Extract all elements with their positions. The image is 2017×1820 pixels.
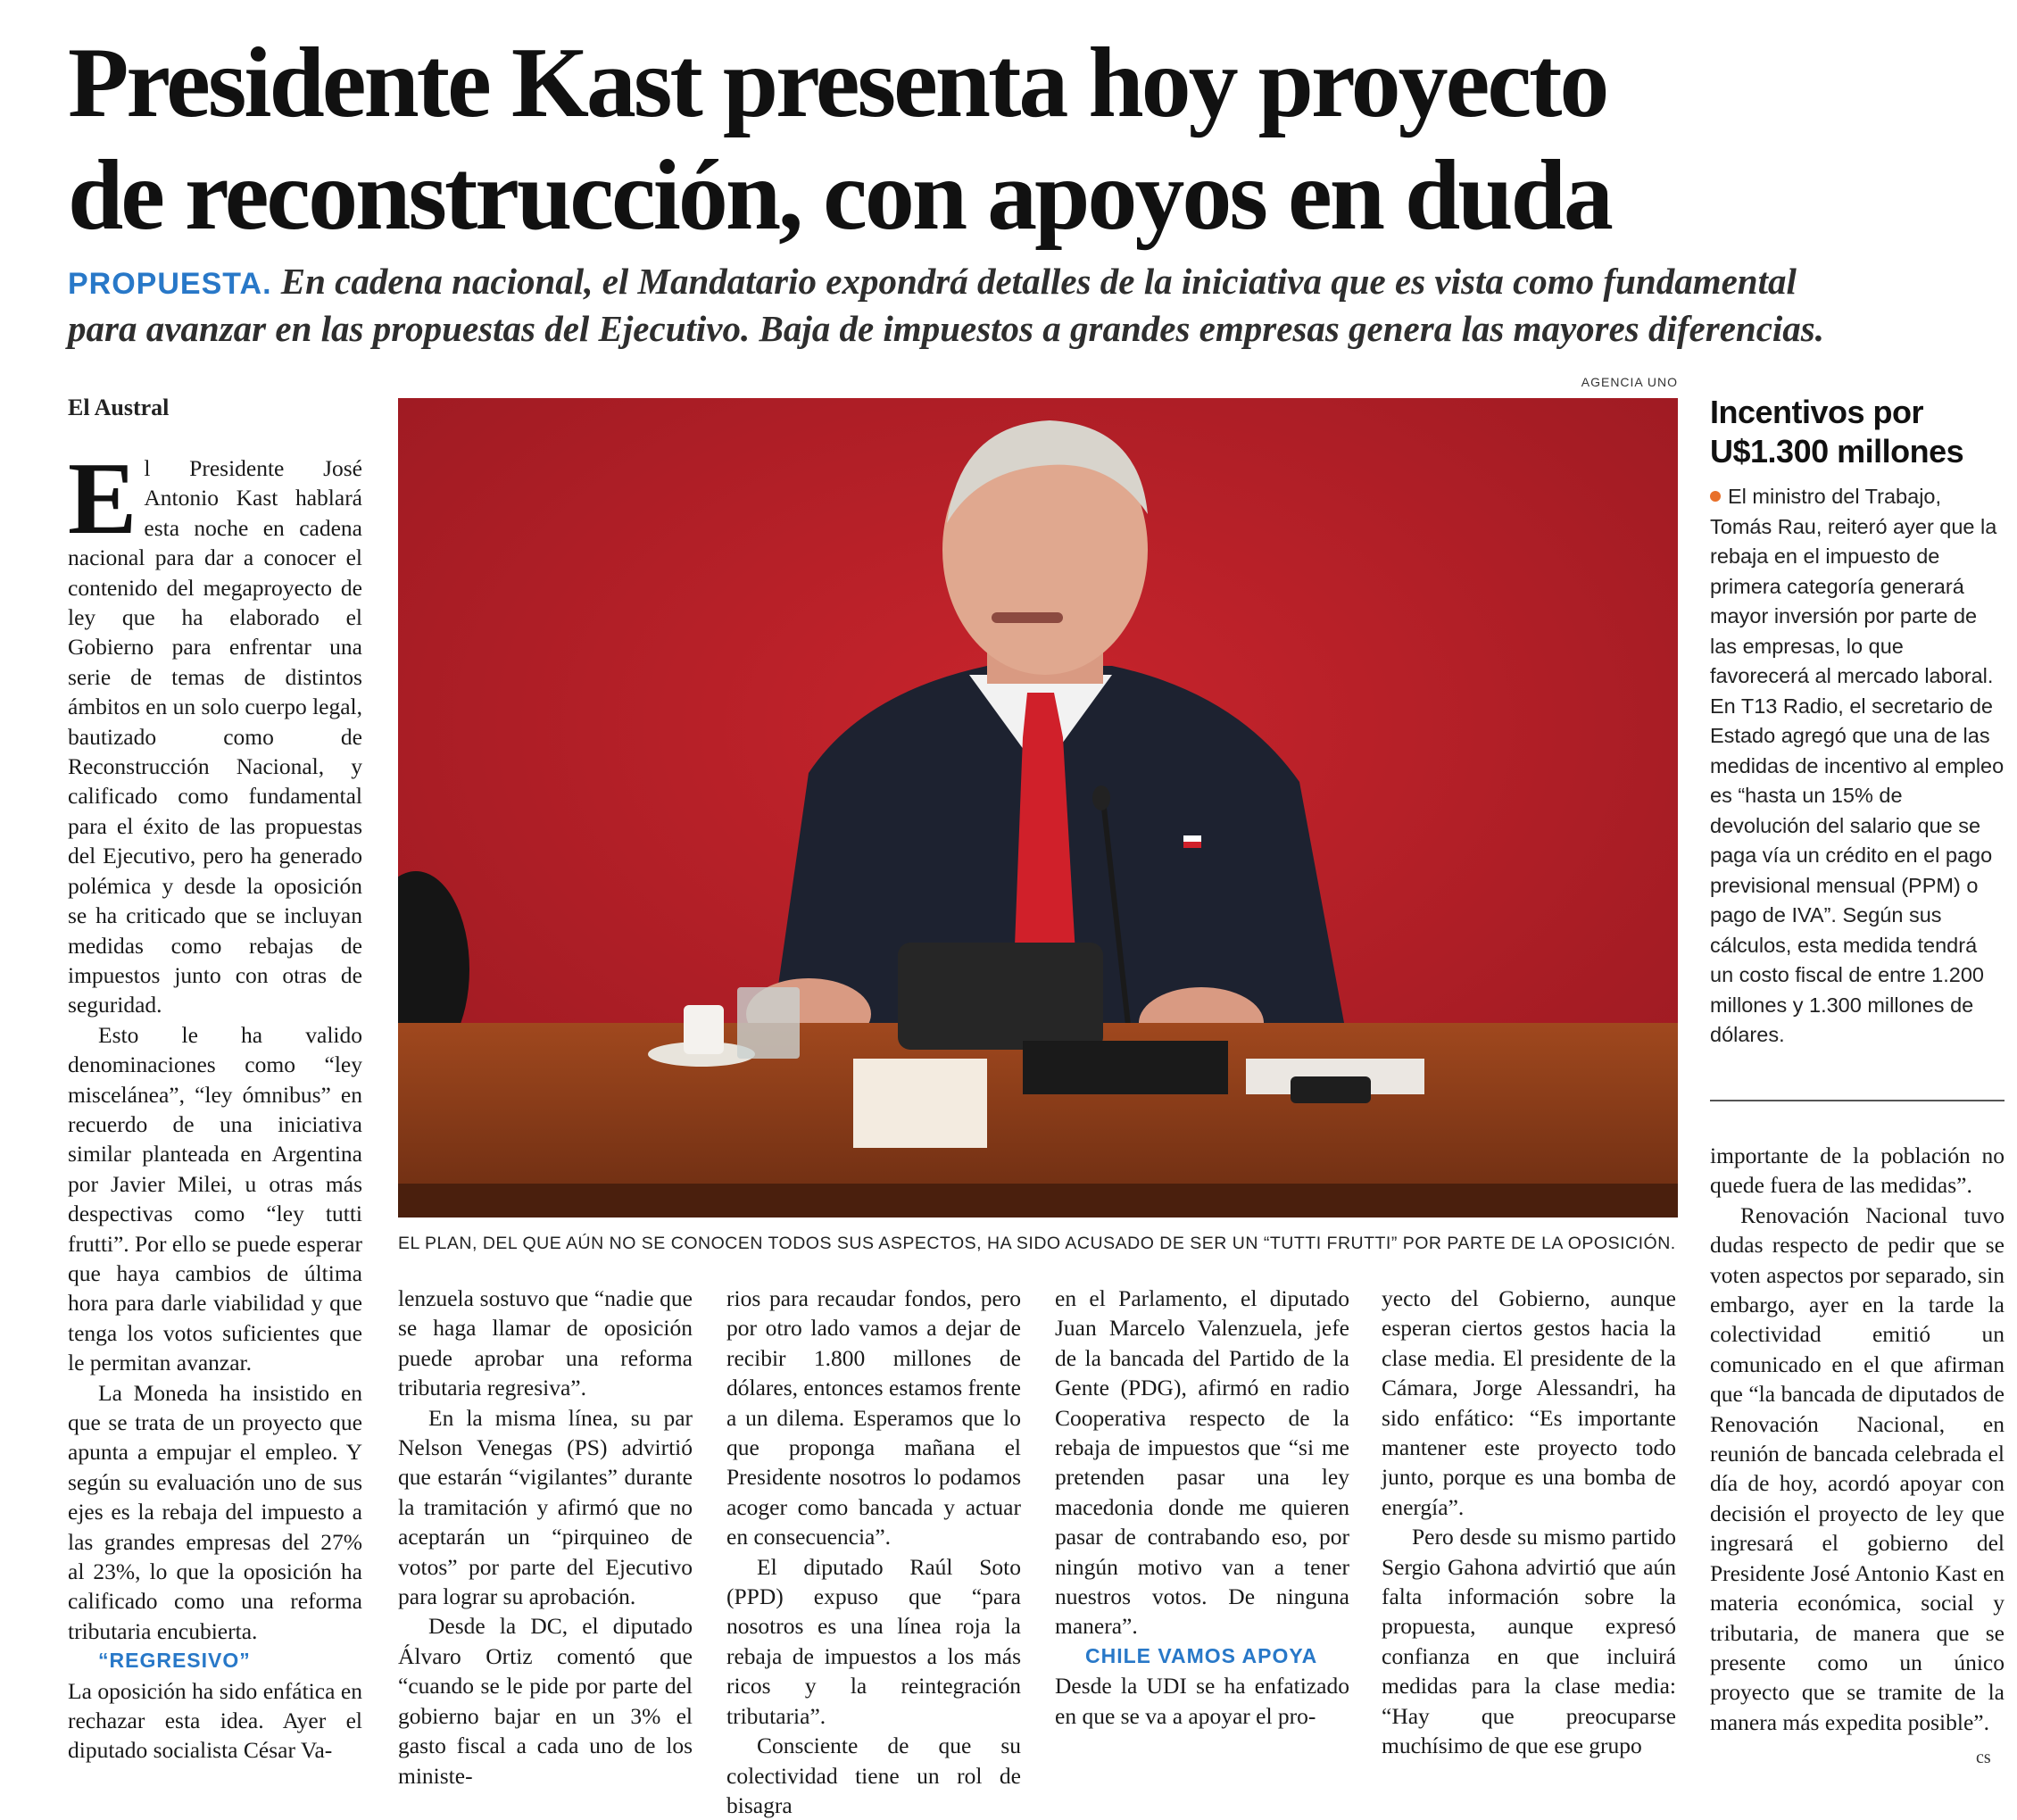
body-column-4: [1055, 1284, 1349, 1731]
news-photo: [398, 398, 1678, 1217]
body-paragraph: importante de la población no quede fuera de las medidas”.: [1710, 1143, 2005, 1199]
body-paragraph: La Moneda ha insistido en que se trata de un proyecto que apunta a empujar el empleo. Y según su evaluación uno de sus ejes es la rebaja del impuesto a las grandes empresas del 27% al 23%, lo que la oposición ha calificado como una reforma tributaria encubierta.: [68, 1379, 362, 1644]
photo-illustration: [398, 398, 1678, 1217]
body-column-1: [68, 442, 363, 1766]
body-column-6: [1710, 1141, 2005, 1737]
body-paragraph: rios para recaudar fondos, pero por otro lado vamos a dejar de recibir 1.800 millones de dólares, entonces estamos frente a un dilema. Esperamos que lo que proponga mañana el Presidente nosotros lo podamos acoger como bancada y actuar en consecuencia”.: [726, 1285, 1021, 1550]
sidebar-text: [1710, 482, 2005, 1051]
sidebar-body: El ministro del Trabajo, Tomás Rau, reiteró ayer que la rebaja en el impuesto de primera categoría generará mayor inversión por parte de las empresas, lo que favorecerá al mercado laboral. En T13 Radio, el secretario de Estado agregó que una de las medidas de incentivo al empleo es “hasta un 15% de devolución del salario que se paga vía un crédito en el pago previsional mensual (PPM) o pago de IVA”. Según sus cálculos, esta medida tendrá un costo fiscal de entre 1.200 millones y 1.300 millones de dólares.: [1710, 485, 2005, 1046]
deck-text-1: En cadena nacional, el Mandatario expondrá detalles de la iniciativa que es vista como fundamental: [280, 261, 1797, 302]
body-paragraph: El diputado Raúl Soto (PPD) expuso que “para nosotros es una línea roja la rebaja de impuestos a los más ricos y la reintegración tributaria”.: [726, 1553, 1021, 1729]
photo-credit: AGENCIA UNO: [1581, 375, 1678, 389]
body-column-2: [398, 1284, 693, 1791]
sidebar-divider: [1710, 1100, 2005, 1101]
body-column-5: [1382, 1284, 1676, 1761]
body-paragraph: lenzuela sostuvo que “nadie que se haga llamar de oposición puede aprobar una reforma tributaria regresiva”.: [398, 1285, 693, 1401]
deck-kicker: PROPUESTA.: [68, 267, 272, 301]
body-paragraph: El Presidente José Antonio Kast hablará esta noche en cadena nacional para dar a conocer el contenido del megaproyecto de ley que ha elaborado el Gobierno para enfrentar una serie de temas de distintos ámbitos en un solo cuerpo legal, bautizado como de Reconstrucción Nacional, y calificado como fundamental para el éxito de las propuestas del Ejecutivo, pero ha generado polémica y desde la oposición se ha criticado que se incluyan medidas como rebajas de impuestos junto con otras de seguridad.: [68, 442, 363, 1018]
byline: El Austral: [68, 395, 170, 420]
bullet-icon: [1710, 491, 1721, 502]
deck-line-2: para avanzar en las propuestas del Ejecutivo. Baja de impuestos a grandes empresas genera las mayores diferencias.: [68, 308, 1824, 349]
subhead-chile-vamos: CHILE VAMOS APOYA: [1085, 1643, 1318, 1667]
body-column-3: [726, 1284, 1021, 1820]
headline-line-1: Presidente Kast presenta hoy proyecto: [68, 28, 1607, 138]
body-paragraph: yecto del Gobierno, aunque esperan ciertos gestos hacia la clase media. El presidente de la Cámara, Jorge Alessandri, ha sido enfático: “Es importante mantener este proyecto todo junto, porque es una bomba de energía”.: [1382, 1285, 1676, 1520]
body-paragraph: La oposición ha sido enfática en rechazar esta idea. Ayer el diputado socialista César Va-: [68, 1677, 362, 1764]
deck: [68, 259, 1987, 351]
body-paragraph: Desde la DC, el diputado Álvaro Ortiz comentó que “cuando se le pide por parte del gobierno bajar en un 3% el gasto fiscal a cada uno de los ministe-: [398, 1613, 693, 1789]
body-paragraph: Esto le ha valido denominaciones como “ley miscelánea”, “ley ómnibus” en recuerdo de una iniciativa similar planteada en Argentina por Javier Milei, u otras más despectivas como “ley tutti frutti”. Por ello se puede esperar que haya cambios de última hora para darle viabilidad y que tenga los votos suficientes que le permitan avanzar.: [68, 1021, 362, 1376]
drop-cap: E: [68, 442, 137, 556]
body-paragraph: en el Parlamento, el diputado Juan Marcelo Valenzuela, jefe de la bancada del Partido de la Gente (PDG), afirmó en radio Cooperativa respecto de la rebaja de impuestos que “si me pretenden pasar una ley macedonia donde me quieren pasar de contrabando eso, por ningún motivo van a tener nuestros votos. De ninguna manera”.: [1055, 1285, 1349, 1640]
headline-line-2: de reconstrucción, con apoyos en duda: [68, 140, 1611, 251]
headline: [68, 27, 1987, 252]
photo-caption: EL PLAN, DEL QUE AÚN NO SE CONOCEN TODOS SUS ASPECTOS, HA SIDO ACUSADO DE SER UN “TUTTI FRUTTI” POR PARTE DE LA OPOSICIÓN.: [398, 1234, 1676, 1253]
end-mark: cs: [1976, 1748, 1991, 1767]
sidebar-title: Incentivos por U$1.300 millones: [1710, 394, 1964, 470]
body-paragraph: Desde la UDI se ha enfatizado en que se va a apoyar el pro-: [1055, 1673, 1349, 1729]
body-paragraph: Consciente de que su colectividad tiene un rol de bisagra: [726, 1733, 1021, 1818]
body-paragraph: Renovación Nacional tuvo dudas respecto de pedir que se voten aspectos por separado, sin embargo, ayer en la tarde la colectividad emitió un comunicado en el que afirman que “la bancada de diputados de Renovación Nacional, en reunión de bancada celebrada el día de hoy, acordó apoyar con decisión el proyecto de ley que ingresará el gobierno del Presidente José Antonio Kast en materia económica, social y tributaria, de manera que se presente como un único proyecto que se tramite de la manera más expedita posible”.: [1710, 1201, 2005, 1735]
deck-line-1: [68, 259, 1987, 306]
subhead-regresivo: “REGRESIVO”: [98, 1649, 251, 1673]
body-paragraph: En la misma línea, su par Nelson Venegas (PS) advirtió que estarán “vigilantes” durante la tramitación y afirmó que no aceptarán un “pirquineo de votos” por parte del Ejecutivo para lograr su aprobación.: [398, 1404, 693, 1610]
body-paragraph: Pero desde su mismo partido Sergio Gahona advirtió que aún falta información sobre la propuesta, aunque expresó confianza en que incluirá medidas para la clase media: “Hay que preocuparse muchísimo de que ese grupo: [1382, 1524, 1676, 1759]
